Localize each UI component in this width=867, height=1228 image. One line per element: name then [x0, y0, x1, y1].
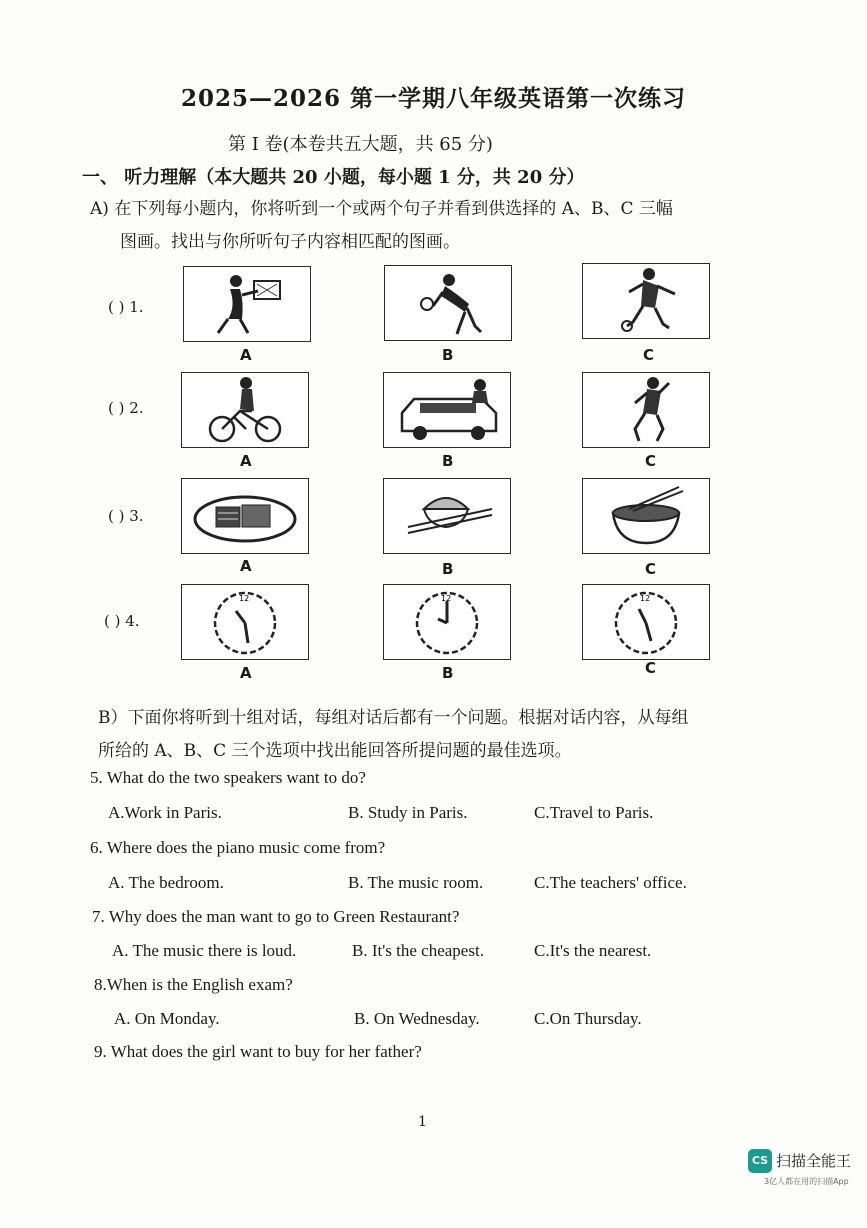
car-driver-icon — [384, 373, 510, 447]
part-b-instruction-line2: 所给的 A、B、C 三个选项中找出能回答所提问题的最佳选项。 — [98, 741, 572, 761]
option-label: A — [240, 557, 252, 575]
answer-option-c[interactable]: C.On Thursday. — [534, 1009, 642, 1028]
clock-face-icon — [583, 585, 709, 659]
answer-option-a[interactable]: A.Work in Paris. — [108, 803, 222, 822]
question-text: 8.When is the English exam? — [94, 975, 293, 994]
answer-option-b[interactable]: B. It's the cheapest. — [352, 941, 484, 960]
option-label: C — [645, 560, 657, 578]
picture-option[interactable] — [383, 372, 511, 448]
question-number: ( ) 1. — [108, 298, 144, 316]
noodles-bowl-icon — [583, 479, 709, 553]
section-heading: 一、 听力理解（本大题共 20 小题，每小题 1 分，共 20 分） — [82, 167, 585, 188]
question-text: 9. What does the girl want to buy for her father? — [94, 1042, 422, 1061]
question-text: 6. Where does the piano music come from? — [90, 838, 386, 857]
scanner-tagline: 3亿人都在用的扫描App — [764, 1177, 849, 1186]
volleyball-player-icon — [385, 266, 511, 340]
page-number: 1 — [418, 1114, 427, 1130]
option-label: A — [240, 664, 252, 682]
part-b-instruction-line1: B）下面你将听到十组对话，每组对话后都有一个问题。根据对话内容，从每组 — [98, 708, 689, 728]
option-label: C — [643, 346, 655, 364]
picture-option[interactable] — [181, 372, 309, 448]
answer-option-c[interactable]: C.Travel to Paris. — [534, 803, 654, 822]
football-player-icon — [583, 264, 709, 338]
picture-option[interactable] — [582, 263, 710, 339]
svg-text:12: 12 — [239, 594, 250, 603]
answer-option-b[interactable]: B. On Wednesday. — [354, 1009, 480, 1028]
option-label: B — [442, 346, 454, 364]
bicycle-rider-icon — [182, 373, 308, 447]
option-label: B — [442, 664, 454, 682]
answer-option-a[interactable]: A. The bedroom. — [108, 873, 224, 892]
answer-option-a[interactable]: A. On Monday. — [114, 1009, 220, 1028]
picture-option[interactable] — [582, 372, 710, 448]
question-number: ( ) 4. — [104, 612, 140, 630]
option-label: B — [442, 560, 454, 578]
picture-option[interactable] — [181, 478, 309, 554]
picture-option[interactable] — [582, 478, 710, 554]
page-title: 2025—2026 第一学期八年级英语第一次练习 — [180, 85, 687, 112]
svg-text:12: 12 — [640, 594, 651, 603]
option-label: C — [645, 452, 657, 470]
question-number: ( ) 2. — [108, 399, 144, 417]
answer-option-b[interactable]: B. Study in Paris. — [348, 803, 468, 822]
picture-option[interactable] — [582, 584, 710, 660]
svg-text:12: 12 — [441, 594, 452, 603]
part-a-instruction-line1: A) 在下列每小题内，你将听到一个或两个句子并看到供选择的 A、B、C 三幅 — [90, 199, 673, 219]
picture-option[interactable] — [181, 584, 309, 660]
question-text: 7. Why does the man want to go to Green Restaurant? — [92, 907, 460, 926]
dumplings-plate-icon — [182, 479, 308, 553]
scanner-brand-name: 扫描全能王 — [776, 1152, 852, 1170]
picture-option[interactable] — [383, 584, 511, 660]
picture-option[interactable] — [384, 265, 512, 341]
walking-person-icon — [583, 373, 709, 447]
tennis-player-icon — [184, 267, 310, 341]
question-number: ( ) 3. — [108, 507, 144, 525]
question-text: 5. What do the two speakers want to do? — [90, 768, 366, 787]
rice-bowl-chopsticks-icon — [384, 479, 510, 553]
answer-option-b[interactable]: B. The music room. — [348, 873, 484, 892]
clock-face-icon — [384, 585, 510, 659]
answer-option-c[interactable]: C.It's the nearest. — [534, 941, 652, 960]
answer-option-a[interactable]: A. The music there is loud. — [112, 941, 297, 960]
scanner-logo-icon: CS — [748, 1149, 772, 1173]
option-label: A — [240, 452, 252, 470]
paper-subtitle: 第 I 卷(本卷共五大题，共 65 分) — [228, 134, 493, 155]
option-label: A — [240, 346, 252, 364]
picture-option[interactable] — [383, 478, 511, 554]
part-a-instruction-line2: 图画。找出与你所听句子内容相匹配的图画。 — [120, 232, 460, 252]
option-label: C — [645, 659, 657, 677]
option-label: B — [442, 452, 454, 470]
answer-option-c[interactable]: C.The teachers' office. — [534, 873, 687, 892]
clock-face-icon — [182, 585, 308, 659]
picture-option[interactable] — [183, 266, 311, 342]
